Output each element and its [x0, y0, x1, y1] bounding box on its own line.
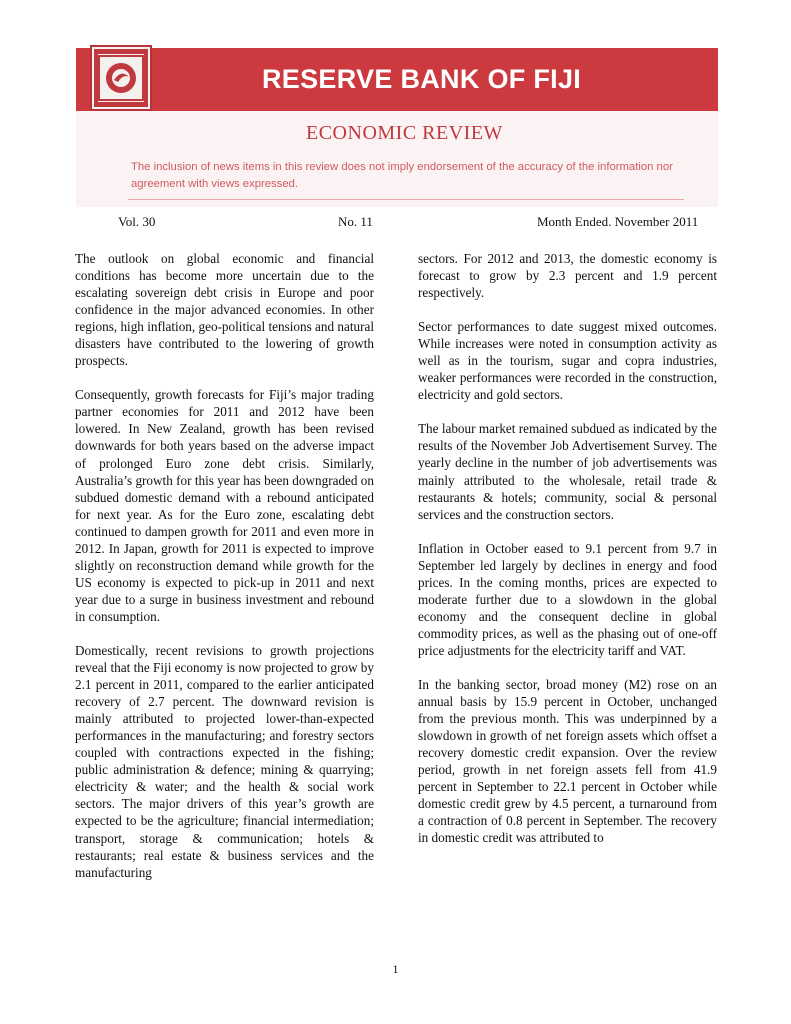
volume-label: Vol. 30	[118, 214, 156, 229]
publication-title: ECONOMIC REVIEW	[306, 122, 503, 144]
disclaimer-text: The inclusion of news items in this review does not imply endorsement of the accuracy of the information nor agreement with views expressed.	[131, 161, 673, 190]
paragraph-forecast-continued: sectors. For 2012 and 2013, the domestic economy is forecast to grow by 2.3 percent and 1.9 percent respectively.	[418, 251, 717, 301]
reserve-bank-seal-icon	[90, 45, 152, 111]
paragraph-domestic-growth: Domestically, recent revisions to growth projections reveal that the Fiji economy is now projected to grow by 2.1 percent in 2011, compared to the earlier anticipated recovery of 2.7 percent. The downward revision is mainly attributed to projected lower-than-expected performances in the manufacturing; and forestry sectors coupled with contractions expected in the fishing; public administration & defence; mining & quarrying; electricity & water; and the health & social work sectors. The major drivers of this year’s growth are expected to be the agriculture; financial intermediation; transport, storage & communication; hotels & restaurants; real estate & business services and the manufacturing	[75, 642, 374, 880]
left-column	[75, 250, 374, 898]
issue-number: No. 11	[338, 214, 373, 229]
paragraph-global-outlook: The outlook on global economic and financial conditions has become more uncertain due to the escalating sovereign debt crisis in Europe and poor confidence in the major advanced economies. In other regions, high inflation, geo-political tensions and natural disasters have contributed to the lowering of growth prospects.	[75, 251, 374, 369]
page-number: 1	[392, 962, 399, 976]
paragraph-banking-sector: In the banking sector, broad money (M2) rose on an annual basis by 15.9 percent in October, unchanged from the previous month. This was underpinned by a slowdown in growth of net foreign assets which offset a recovery domestic credit expansion. Over the review period, growth in net foreign assets fell from 41.9 percent in September to 22.1 percent in October while domestic credit grew by 4.5 percent, a turnaround from a contraction of 0.8 percent in September. The recovery in domestic credit was attributed to	[418, 676, 717, 846]
paragraph-inflation: Inflation in October eased to 9.1 percent from 9.7 in September led largely by declines in energy and food prices. In the coming months, prices are expected to moderate further due to a slowdown in the global economy and the consequent decline in global commodity prices, as well as the phasing out of one-off price adjustments for the electricity tariff and VAT.	[418, 540, 717, 658]
paragraph-labour-market: The labour market remained subdued as indicated by the results of the November Job Advertisement Survey. The yearly decline in the number of job advertisements was mainly attributed to the wholesale, retail trade & restaurants & hotels; community, social & personal services and the construction sectors.	[418, 421, 717, 522]
right-column	[418, 250, 717, 863]
paragraph-sector-performance: Sector performances to date suggest mixed outcomes. While increases were noted in consumption activity as well as in the tourism, sugar and copra industries, weaker performances were recorded in the construction, electricity and gold sectors.	[418, 319, 717, 403]
bank-name: RESERVE BANK OF FIJI	[262, 64, 582, 94]
month-ended: Month Ended. November 2011	[537, 214, 699, 229]
header-divider	[128, 199, 684, 200]
paragraph-trading-partners: Consequently, growth forecasts for Fiji’s major trading partner economies for 2011 and 2012 have been lowered. In New Zealand, growth has been revised downwards for both years based on the adverse impact of prolonged Euro zone debt crisis. Similarly, Australia’s growth for this year has been downgraded on subdued domestic demand with a rebound anticipated for next year. As for the Euro zone, escalating debt continued to dampen growth for 2011 and even more in 2012. In Japan, growth for 2011 is expected to improve slightly on reconstruction demand while growth for the US economy is expected to pick-up in 2011 and next year due to a surge in business investment and rebound in consumption.	[75, 387, 374, 624]
